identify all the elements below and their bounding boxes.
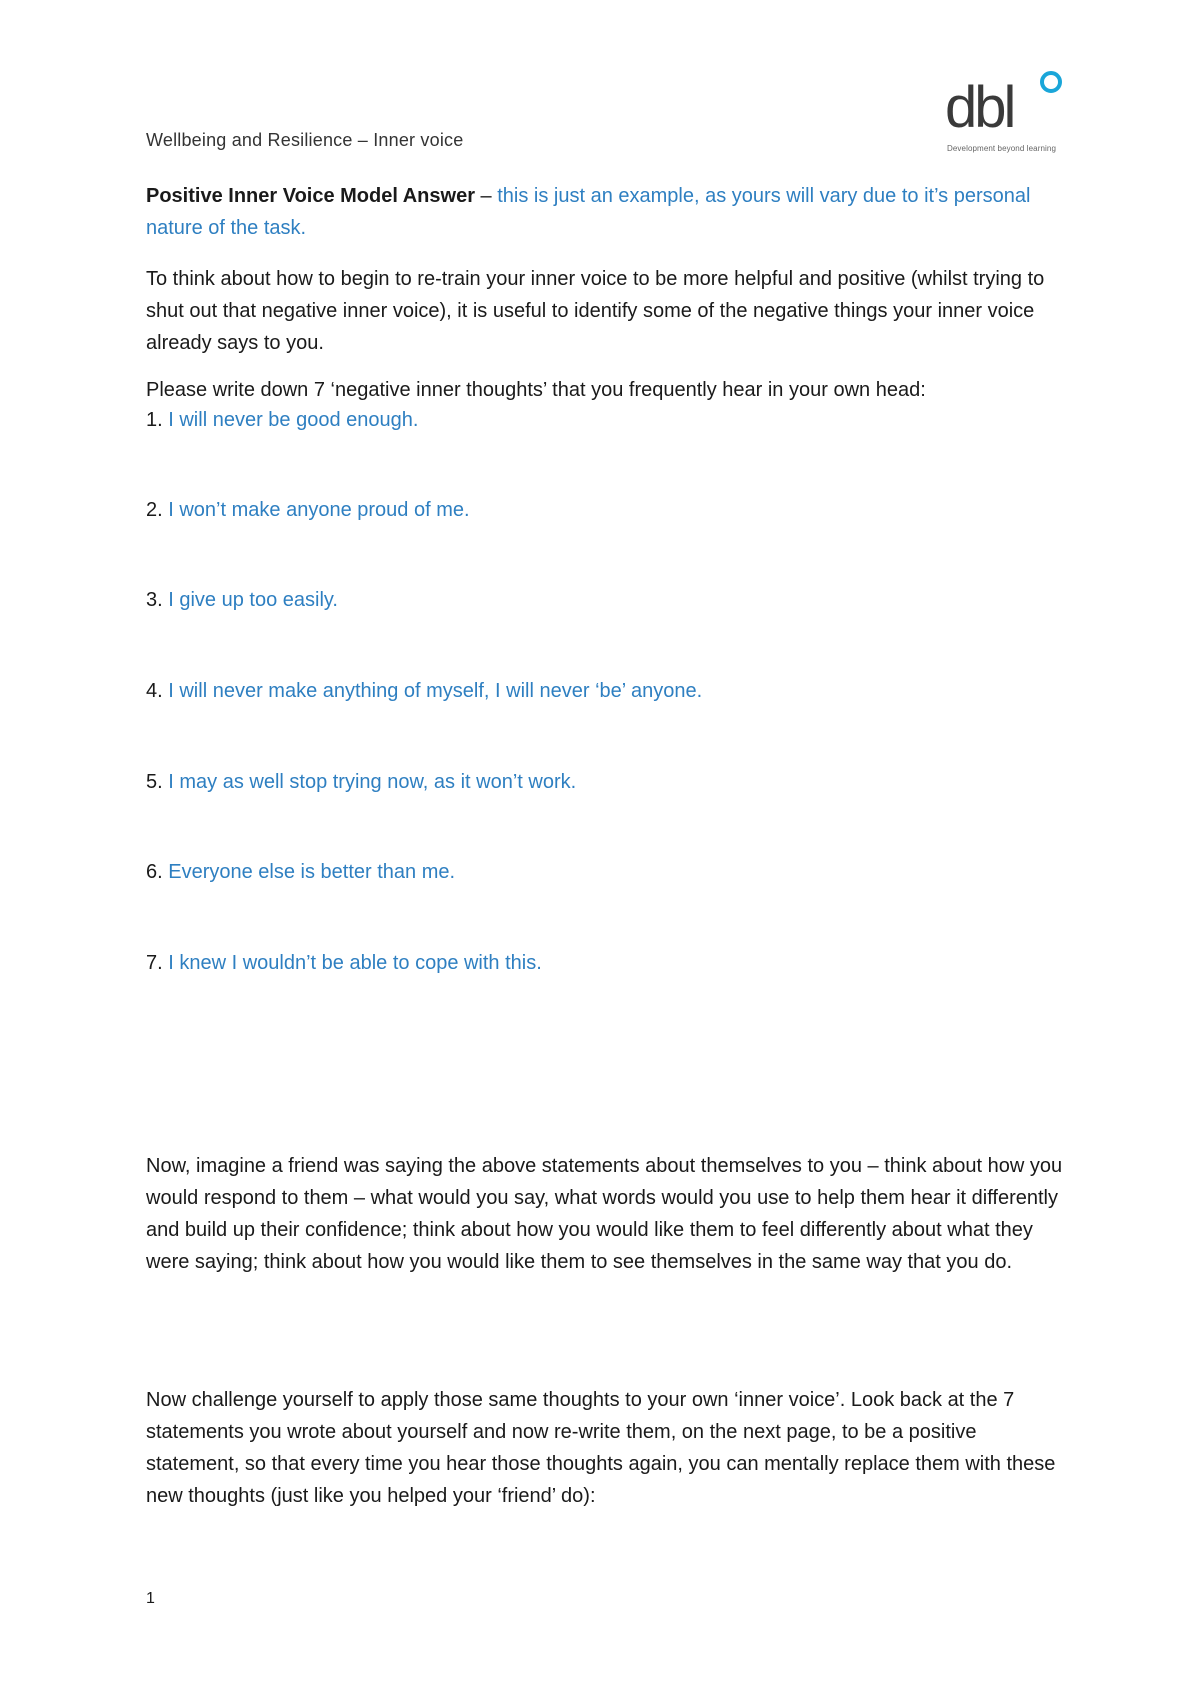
item-number: 5. <box>146 771 163 793</box>
model-answer-title <box>146 180 1066 244</box>
item-text: I give up too easily. <box>168 589 338 611</box>
page-number: 1 <box>146 1590 155 1607</box>
dbl-logo <box>945 68 1065 154</box>
list-item <box>146 496 470 524</box>
item-text: I will never make anything of myself, I will never ‘be’ anyone. <box>168 680 703 702</box>
list-item <box>146 406 418 434</box>
document-header: Wellbeing and Resilience – Inner voice <box>146 130 464 150</box>
item-text: Everyone else is better than me. <box>168 861 456 883</box>
list-item <box>146 858 455 886</box>
challenge-paragraph: Now challenge yourself to apply those same thoughts to your own ‘inner voice’. Look back at the 7 statements you wrote about yourself and now re-write them, on the next page, to be a positive statement, so that every time you hear those thoughts again, you can mentally replace them with these new thoughts (just like you helped your ‘friend’ do): <box>146 1389 1056 1507</box>
logo-ring-icon <box>1040 71 1062 93</box>
item-number: 3. <box>146 589 163 611</box>
list-item <box>146 949 542 977</box>
friend-paragraph: Now, imagine a friend was saying the above statements about themselves to you – think about how you would respond to them – what would you say, what words would you use to help them hear it differently and build up their confidence; think about how you would like them to feel differently about what they were saying; think about how you would like them to see themselves in the same way that you do. <box>146 1155 1063 1273</box>
item-text: I won’t make anyone proud of me. <box>168 499 470 521</box>
item-text: I will never be good enough. <box>168 409 419 431</box>
title-note: this is just an example, as yours will vary due to it’s personal nature of the task. <box>146 185 1031 239</box>
title-bold: Positive Inner Voice Model Answer <box>146 185 475 207</box>
item-text: I knew I wouldn’t be able to cope with this. <box>168 952 542 974</box>
item-number: 7. <box>146 952 163 974</box>
intro-paragraph: To think about how to begin to re-train your inner voice to be more helpful and positive (whilst trying to shut out that negative inner voice), it is useful to identify some of the negative things your inner voice already says to you. <box>146 268 1045 354</box>
prompt-paragraph: Please write down 7 ‘negative inner thoughts’ that you frequently hear in your own head: <box>146 379 926 401</box>
title-dash: – <box>474 185 498 207</box>
logo-letters: dbl <box>945 75 1014 140</box>
list-item <box>146 586 338 614</box>
item-number: 4. <box>146 680 163 702</box>
logo-tagline: Development beyond learning <box>947 144 1056 153</box>
item-number: 6. <box>146 861 163 883</box>
item-number: 2. <box>146 499 163 521</box>
list-item <box>146 677 702 705</box>
item-text: I may as well stop trying now, as it won’t work. <box>168 771 577 793</box>
item-number: 1. <box>146 409 163 431</box>
list-item <box>146 768 576 796</box>
